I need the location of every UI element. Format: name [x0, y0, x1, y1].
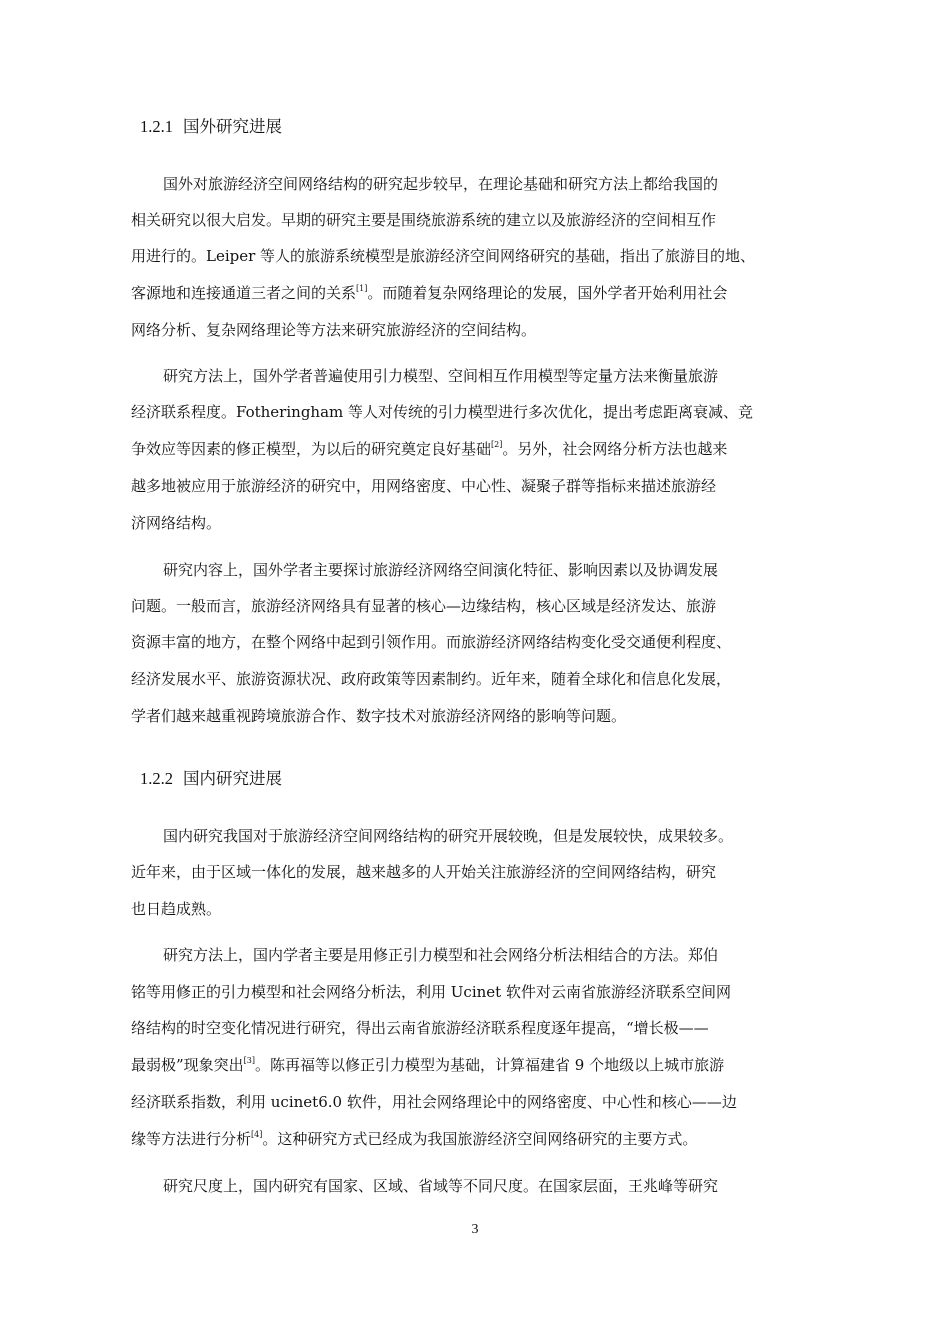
text-segment: 客源地和连接通道三者之间的关系 — [131, 284, 357, 302]
text-line: 越多地被应用于旅游经济的研究中，用网络密度、中心性、凝聚子群等指标来描述旅游经 — [131, 477, 717, 495]
text-line: 国内研究我国对于旅游经济空间网络结构的研究开展较晚，但是发展较快，成果较多。 — [163, 827, 734, 845]
text-line: 资源丰富的地方，在整个网络中起到引领作用。而旅游经济网络结构变化受交通便利程度、 — [131, 633, 732, 651]
text-line: 研究方法上，国内学者主要是用修正引力模型和社会网络分析法相结合的方法。郑伯 — [163, 946, 719, 964]
text-line: 问题。一般而言，旅游经济网络具有显著的核心—边缘结构，核心区域是经济发达、旅游 — [131, 597, 717, 615]
text-line: 经济联系程度。Fotheringham 等人对传统的引力模型进行多次优化，提出考虑距离衰减、竞 — [131, 403, 754, 421]
section-heading — [140, 113, 282, 137]
text-line: 济网络结构。 — [131, 514, 222, 532]
text-line: 研究方法上，国外学者普遍使用引力模型、空间相互作用模型等定量方法来衡量旅游 — [163, 367, 719, 385]
text-line: 国外对旅游经济空间网络结构的研究起步较早，在理论基础和研究方法上都给我国的 — [163, 175, 719, 193]
text-line — [131, 1055, 724, 1075]
text-line: 用进行的。Leiper 等人的旅游系统模型是旅游经济空间网络研究的基础，指出了旅游目的地、 — [131, 247, 756, 265]
citation: [2] — [491, 440, 503, 449]
text-line — [131, 283, 727, 303]
page-number: 3 — [471, 1222, 479, 1237]
text-line: 网络分析、复杂网络理论等方法来研究旅游经济的空间结构。 — [131, 321, 537, 339]
text-segment: 。这种研究方式已经成为我国旅游经济空间网络研究的主要方式。 — [262, 1130, 698, 1148]
text-segment: 。陈再福等以修正引力模型为基础，计算福建省 9 个地级以上城市旅游 — [255, 1056, 725, 1074]
text-line: 也日趋成熟。 — [131, 900, 222, 918]
text-line: 学者们越来越重视跨境旅游合作、数字技术对旅游经济网络的影响等问题。 — [131, 707, 627, 725]
text-line — [131, 439, 727, 459]
text-line: 络结构的时空变化情况进行研究，得出云南省旅游经济联系程度逐年提高，“增长极—— — [131, 1019, 709, 1037]
text-line: 近年来，由于区域一体化的发展，越来越多的人开始关注旅游经济的空间网络结构，研究 — [131, 863, 717, 881]
text-segment: 争效应等因素的修正模型，为以后的研究奠定良好基础 — [131, 440, 492, 458]
text-line: 研究尺度上，国内研究有国家、区域、省域等不同尺度。在国家层面，王兆峰等研究 — [163, 1177, 719, 1195]
text-line: 研究内容上，国外学者主要探讨旅游经济网络空间演化特征、影响因素以及协调发展 — [163, 561, 719, 579]
section-title: 国内研究进展 — [183, 769, 282, 788]
section-title: 国外研究进展 — [183, 117, 282, 136]
text-segment: 最弱极”现象突出 — [131, 1056, 244, 1074]
text-segment: 。另外，社会网络分析方法也越来 — [502, 440, 728, 458]
section-number: 1.2.2 — [140, 769, 173, 788]
citation: [4] — [251, 1130, 263, 1139]
text-line: 经济发展水平、旅游资源状况、政府政策等因素制约。近年来，随着全球化和信息化发展， — [131, 670, 732, 688]
text-line: 铭等用修正的引力模型和社会网络分析法，利用 Ucinet 软件对云南省旅游经济联系空间网 — [131, 983, 731, 1001]
text-segment: 缘等方法进行分析 — [131, 1130, 252, 1148]
citation: [1] — [356, 284, 368, 293]
section-heading — [140, 765, 282, 789]
citation: [3] — [243, 1056, 256, 1065]
text-line: 相关研究以很大启发。早期的研究主要是围绕旅游系统的建立以及旅游经济的空间相互作 — [131, 211, 717, 229]
text-line: 经济联系指数，利用 ucinet6.0 软件，用社会网络理论中的网络密度、中心性和核心——边 — [131, 1093, 737, 1111]
text-segment: 。而随着复杂网络理论的发展，国外学者开始利用社会 — [367, 284, 728, 302]
section-number: 1.2.1 — [140, 117, 173, 136]
text-line — [131, 1129, 697, 1149]
